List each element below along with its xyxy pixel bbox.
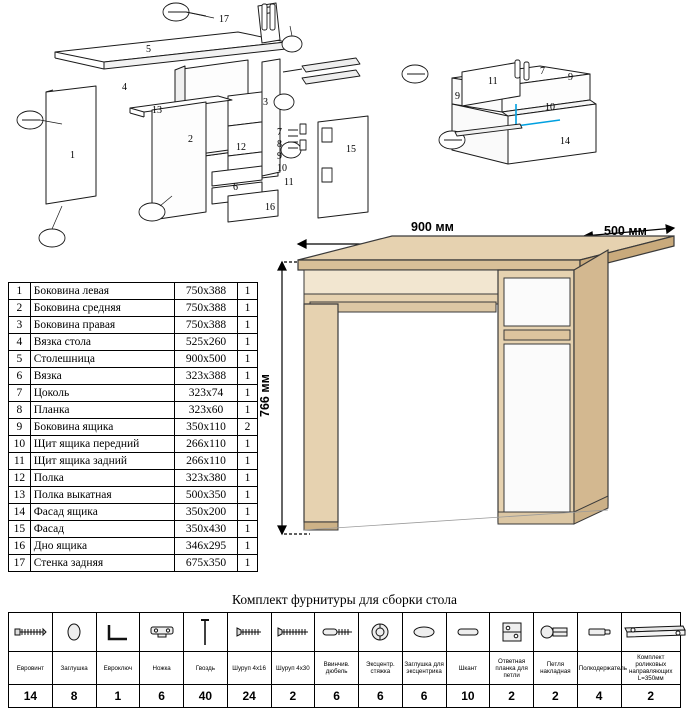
parts-table — [8, 282, 258, 572]
svg-text:10: 10 — [277, 163, 287, 174]
kit-item-count: 6 — [140, 685, 184, 708]
eccentric-icon — [359, 613, 403, 652]
kit-item-name: Заглушка для эксцентрика — [402, 652, 446, 685]
part-num: 11 — [9, 453, 31, 470]
svg-text:15: 15 — [346, 144, 356, 155]
part-size: 750x388 — [175, 283, 238, 300]
table-row — [9, 351, 258, 368]
part-num: 14 — [9, 504, 31, 521]
part-num: 4 — [9, 334, 31, 351]
table-row — [9, 385, 258, 402]
table-row — [9, 436, 258, 453]
part-name: Дно ящика — [30, 538, 174, 555]
kit-item-name: Заглушка — [52, 652, 96, 685]
part-name: Боковина левая — [30, 283, 174, 300]
part-name: Фасад ящика — [30, 504, 174, 521]
hardware-kit-title: Комплект фурнитуры для сборки стола — [232, 592, 457, 607]
part-size: 266х110 — [175, 453, 238, 470]
part-size: 346х295 — [175, 538, 238, 555]
svg-text:11: 11 — [284, 177, 294, 188]
table-row — [9, 555, 258, 572]
callout-17: 17 — [219, 14, 229, 25]
part-qty: 1 — [237, 402, 257, 419]
part-num: 12 — [9, 470, 31, 487]
nail-icon — [184, 613, 228, 652]
part-qty: 1 — [237, 538, 257, 555]
table-row — [9, 538, 258, 555]
table-row — [9, 368, 258, 385]
kit-item-name: Ответная планка для петли — [490, 652, 534, 685]
screw4x30-icon — [271, 613, 315, 652]
part-size: 323х60 — [175, 402, 238, 419]
euro-screw-icon — [9, 613, 53, 652]
cap-icon — [52, 613, 96, 652]
kit-item-count: 4 — [577, 685, 621, 708]
part-name: Стенка задняя — [30, 555, 174, 572]
kit-item-count: 14 — [9, 685, 53, 708]
part-size: 323х388 — [175, 368, 238, 385]
table-row — [9, 521, 258, 538]
part-qty: 1 — [237, 351, 257, 368]
table-row — [9, 419, 258, 436]
part-size: 750x388 — [175, 317, 238, 334]
svg-text:4: 4 — [122, 82, 127, 93]
desk-svg — [262, 222, 686, 567]
svg-text:12: 12 — [236, 142, 246, 153]
part-name: Боковина правая — [30, 317, 174, 334]
kit-item-count: 40 — [184, 685, 228, 708]
kit-item-name: Гвоздь — [184, 652, 228, 685]
part-size: 323х74 — [175, 385, 238, 402]
hardware-kit-table — [8, 612, 681, 708]
svg-text:10: 10 — [545, 102, 555, 113]
table-row — [9, 470, 258, 487]
part-num: 8 — [9, 402, 31, 419]
part-qty: 1 — [237, 470, 257, 487]
svg-text:9: 9 — [568, 72, 573, 83]
table-row — [9, 300, 258, 317]
kit-item-count: 6 — [359, 685, 403, 708]
hex-key-icon — [96, 613, 140, 652]
kit-item-name: Эксцентр. стяжка — [359, 652, 403, 685]
svg-text:7: 7 — [277, 127, 282, 138]
part-name: Цоколь — [30, 385, 174, 402]
svg-text:9: 9 — [277, 151, 282, 162]
part-size: 350х110 — [175, 419, 238, 436]
kit-item-name: Комплект роликовых направляющих L=350мм — [621, 652, 681, 685]
part-size: 750x388 — [175, 300, 238, 317]
table-row — [9, 334, 258, 351]
part-name: Полка выкатная — [30, 487, 174, 504]
part-name: Столешница — [30, 351, 174, 368]
svg-text:5: 5 — [146, 44, 151, 55]
part-num: 6 — [9, 368, 31, 385]
part-num: 5 — [9, 351, 31, 368]
part-size: 350х200 — [175, 504, 238, 521]
part-name: Щит ящика задний — [30, 453, 174, 470]
table-row — [9, 317, 258, 334]
kit-item-count: 8 — [52, 685, 96, 708]
part-qty: 1 — [237, 453, 257, 470]
part-num: 13 — [9, 487, 31, 504]
part-qty: 1 — [237, 368, 257, 385]
shelf-holder-icon — [577, 613, 621, 652]
desk-width-dimension: 900 мм — [411, 220, 454, 234]
part-name: Фасад — [30, 521, 174, 538]
kit-item-count: 2 — [271, 685, 315, 708]
part-num: 17 — [9, 555, 31, 572]
part-qty: 1 — [237, 334, 257, 351]
hinge-plate-icon — [490, 613, 534, 652]
kit-item-count: 24 — [227, 685, 271, 708]
desk-drawing — [258, 220, 686, 567]
kit-item-count: 2 — [490, 685, 534, 708]
svg-text:1: 1 — [70, 150, 75, 161]
part-size: 675х350 — [175, 555, 238, 572]
table-row — [9, 453, 258, 470]
kit-item-count: 2 — [621, 685, 681, 708]
svg-text:11: 11 — [488, 76, 498, 87]
kit-item-count: 6 — [315, 685, 359, 708]
screw4x16-icon — [227, 613, 271, 652]
table-row — [9, 402, 258, 419]
kit-item-name: Шуруп 4х16 — [227, 652, 271, 685]
desk-height-dimension: 766 мм — [258, 374, 272, 417]
kit-item-name: Полкодержатель — [577, 652, 621, 685]
part-name: Боковина ящика — [30, 419, 174, 436]
part-qty: 1 — [237, 521, 257, 538]
part-qty: 1 — [237, 504, 257, 521]
svg-text:7: 7 — [540, 66, 545, 77]
part-size: 525х260 — [175, 334, 238, 351]
part-size: 323х380 — [175, 470, 238, 487]
part-name: Полка — [30, 470, 174, 487]
svg-text:16: 16 — [265, 202, 275, 213]
kit-item-name: Ножка — [140, 652, 184, 685]
kit-item-count: 1 — [96, 685, 140, 708]
part-qty: 1 — [237, 300, 257, 317]
part-qty: 1 — [237, 317, 257, 334]
kit-item-count: 2 — [534, 685, 578, 708]
kit-item-name: Евровинт — [9, 652, 53, 685]
part-num: 15 — [9, 521, 31, 538]
part-qty: 2 — [237, 419, 257, 436]
dowel-screw-icon — [315, 613, 359, 652]
part-qty: 1 — [237, 283, 257, 300]
part-size: 900х500 — [175, 351, 238, 368]
table-row — [9, 487, 258, 504]
kit-item-name: Шкант — [446, 652, 490, 685]
part-name: Вязка — [30, 368, 174, 385]
kit-item-count: 6 — [402, 685, 446, 708]
kit-item-name: Евроключ — [96, 652, 140, 685]
kit-item-name: Шуруп 4х30 — [271, 652, 315, 685]
part-name: Щит ящика передний — [30, 436, 174, 453]
part-qty: 1 — [237, 555, 257, 572]
svg-text:8: 8 — [277, 139, 282, 150]
slides-icon — [621, 613, 681, 652]
foot-icon — [140, 613, 184, 652]
part-num: 9 — [9, 419, 31, 436]
svg-text:2: 2 — [188, 134, 193, 145]
part-num: 10 — [9, 436, 31, 453]
svg-text:6: 6 — [233, 182, 238, 193]
table-row — [9, 504, 258, 521]
part-name: Вязка стола — [30, 334, 174, 351]
hinge-icon — [534, 613, 578, 652]
part-num: 2 — [9, 300, 31, 317]
part-name: Боковина средняя — [30, 300, 174, 317]
part-size: 500х350 — [175, 487, 238, 504]
dowel-icon — [446, 613, 490, 652]
part-num: 16 — [9, 538, 31, 555]
eccentric-cap-icon — [402, 613, 446, 652]
part-qty: 1 — [237, 487, 257, 504]
part-num: 3 — [9, 317, 31, 334]
part-num: 7 — [9, 385, 31, 402]
kit-item-name: Петля накладная — [534, 652, 578, 685]
part-num: 1 — [9, 283, 31, 300]
desk-depth-dimension: 500 мм — [604, 224, 647, 238]
svg-text:9: 9 — [455, 91, 460, 102]
kit-item-count: 10 — [446, 685, 490, 708]
part-qty: 1 — [237, 385, 257, 402]
kit-item-name: Ввинчив. дюбель — [315, 652, 359, 685]
svg-text:14: 14 — [560, 136, 570, 147]
svg-text:13: 13 — [152, 105, 162, 116]
svg-text:3: 3 — [263, 97, 268, 108]
part-qty: 1 — [237, 436, 257, 453]
table-row — [9, 283, 258, 300]
part-size: 266х110 — [175, 436, 238, 453]
part-size: 350х430 — [175, 521, 238, 538]
part-name: Планка — [30, 402, 174, 419]
